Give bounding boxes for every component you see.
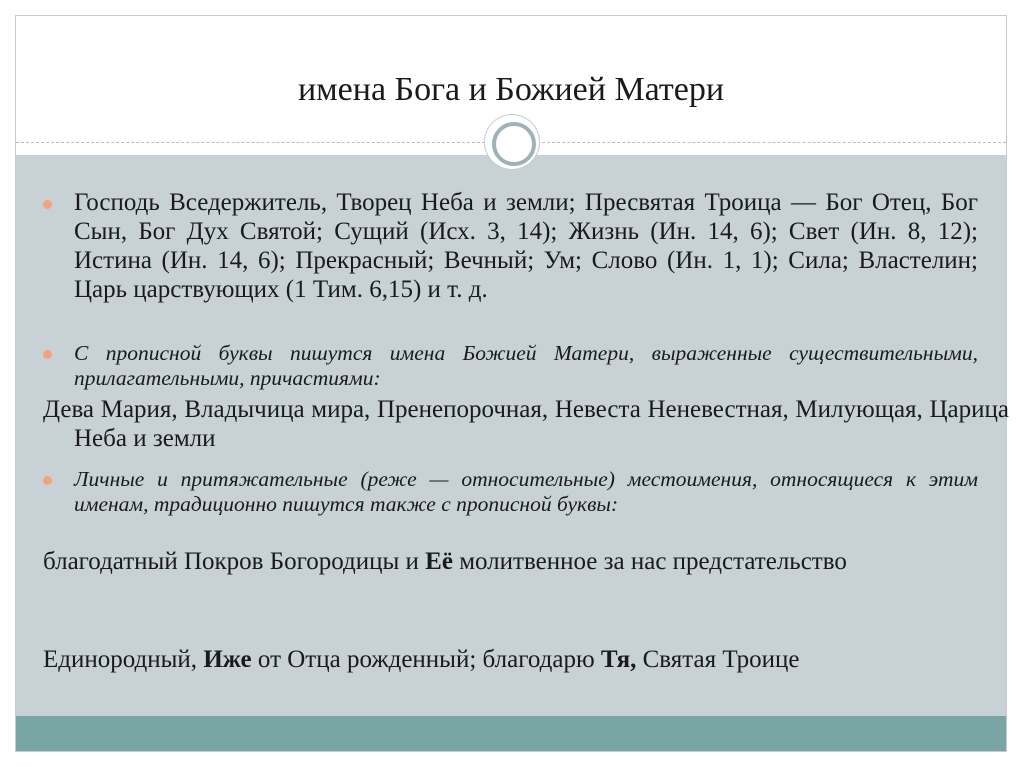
- example-2-bold-2: Тя,: [600, 646, 637, 673]
- bullet-item-3: [43, 467, 978, 517]
- divider-ring-inner: [492, 122, 536, 166]
- bullet-item-2: [43, 341, 978, 391]
- bullet-dot: [43, 350, 52, 359]
- bullet-text-1: Господь Вседержитель, Творец Неба и земли; Пресвятая Троица — Бог Отец, Бог Сын, Бог Дух Святой; Сущий (Исх. 3, 14); Жизнь (Ин. 14, 6); Свет (Ин. 8, 12); Истина (Ин. 14, 6); Прекрасный; Вечный; Ум; Слово (Ин. 1, 1); Сила; Властелин; Царь царствующих (1 Тим. 6,15) и т. д.: [74, 189, 978, 303]
- slide-frame: [15, 15, 1007, 752]
- divider-ring-icon: [485, 115, 539, 169]
- example-line-1: [43, 547, 1009, 576]
- example-line-2: [43, 645, 978, 674]
- example-1-part-2: молитвенное за нас предстательство: [452, 548, 847, 575]
- example-2-bold-1: Иже: [203, 646, 252, 673]
- example-2-part-1: Единородный,: [43, 646, 204, 673]
- bullet-text-2: С прописной буквы пишутся имена Божией Матери, выраженные существительными, прилагательными, причастиями:: [74, 341, 978, 390]
- footer-band: [16, 716, 1006, 751]
- example-1-part-1: благодатный Покров Богородицы и: [43, 548, 426, 575]
- example-1-bold: Её: [425, 548, 453, 575]
- content-area: [16, 155, 1009, 716]
- bullet-dot: [43, 476, 52, 485]
- bullet-dot: [43, 200, 52, 209]
- example-2-part-2: от Отца рожденный; благодарю: [251, 646, 601, 673]
- slide-title: имена Бога и Божией Матери: [297, 71, 725, 108]
- example-2-part-3: Святая Троице: [636, 646, 800, 673]
- bullet-item-1: [43, 188, 978, 304]
- mary-names-line: Дева Мария, Владычица мира, Пренепорочная, Невеста Неневестная, Милующая, Царица Неба и земли: [43, 396, 1009, 452]
- bullet-text-3: Личные и притяжательные (реже — относительные) местоимения, относящиеся к этим именам, традиционно пишутся также с прописной буквы:: [74, 467, 978, 516]
